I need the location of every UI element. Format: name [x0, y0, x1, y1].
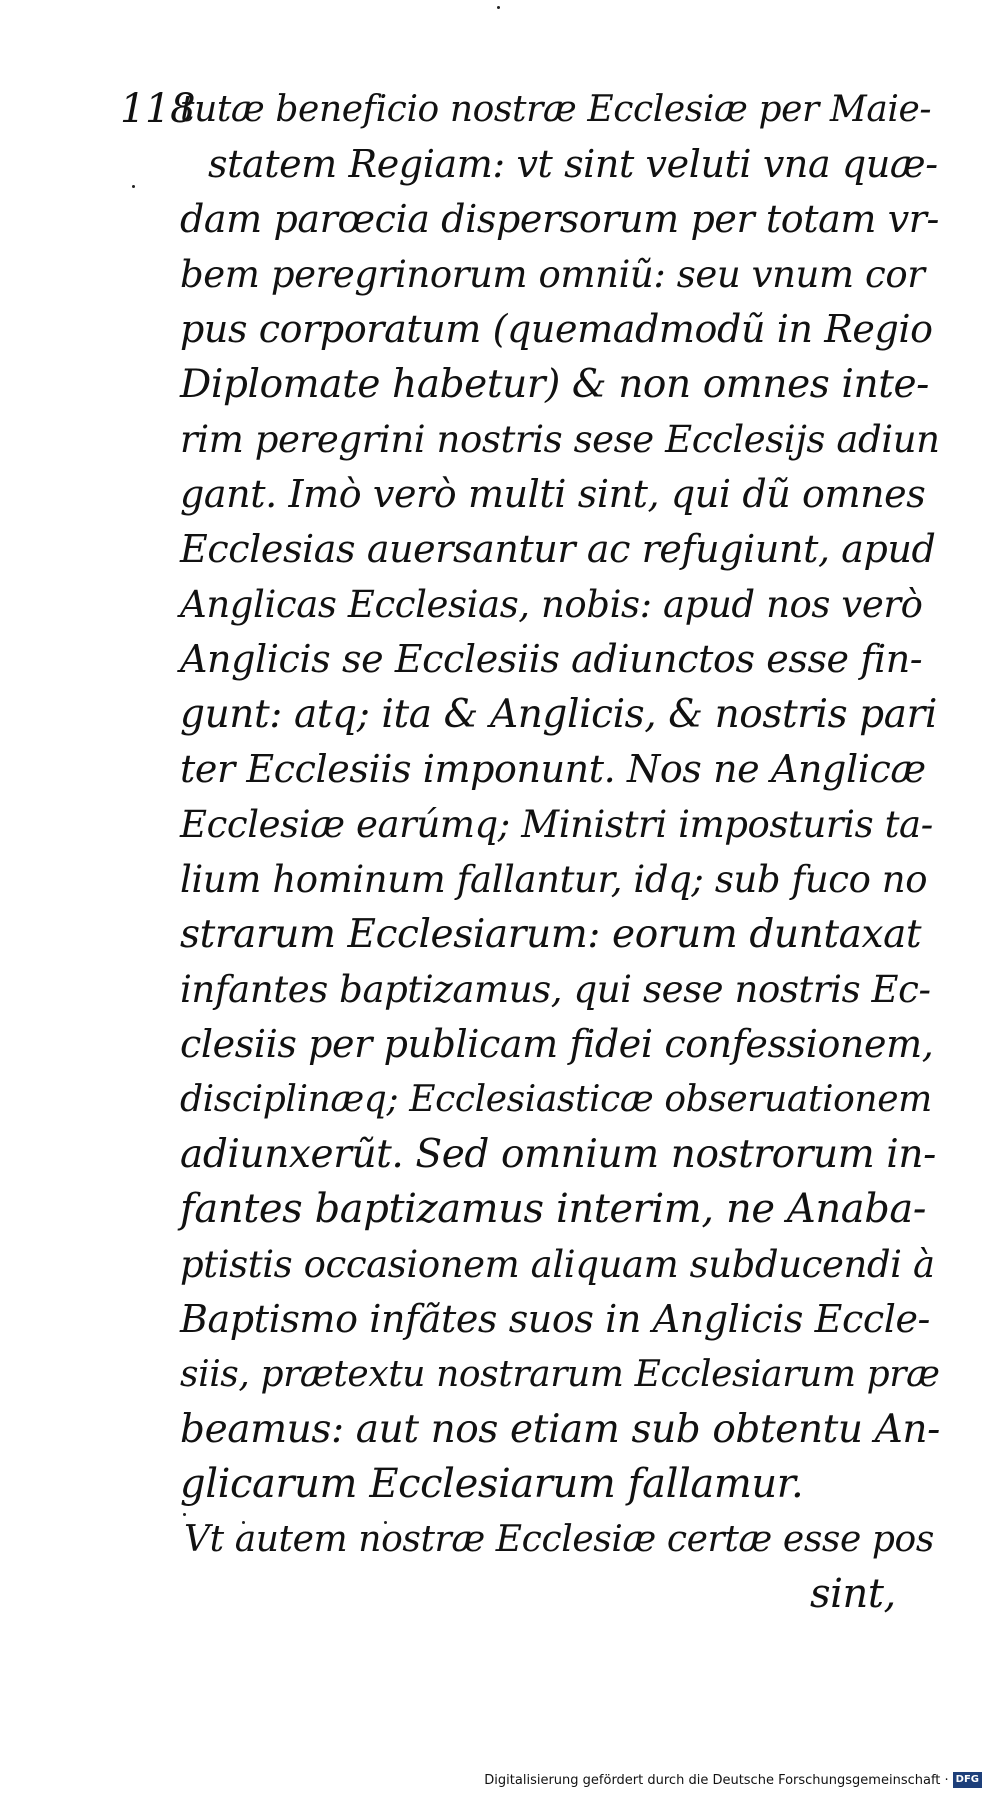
body-text — [120, 82, 940, 1622]
line-text: lium hominum fallantur, idq; sub fuco no — [180, 858, 928, 901]
line-text: gant. Imò verò multi sint, qui dũ omnes — [180, 472, 926, 516]
text-line — [120, 467, 940, 522]
line-text: ter Ecclesiis imponunt. Nos ne Anglicæ — [180, 747, 926, 791]
line-text: beamus: aut nos etiam sub obtentu An- — [180, 1407, 940, 1452]
credit-text: Digitalisierung gefördert durch die Deutsche Forschungsgemeinschaft · — [484, 1772, 949, 1788]
line-text: gunt: atq; ita & Anglicis, & nostris pari — [180, 692, 937, 737]
line-text: adiunxerũt. Sed omnium nostrorum in- — [180, 1132, 936, 1177]
line-text: Anglicas Ecclesias, nobis: apud nos verò — [180, 583, 923, 626]
text-line — [120, 1347, 940, 1402]
line-text: glicarum Ecclesiarum fallamur. — [180, 1461, 804, 1507]
text-line — [120, 522, 940, 577]
line-text: clesiis per publicam fidei confessionem, — [180, 1022, 934, 1066]
line-text: Ecclesias auersantur ac refugiunt, apud — [180, 527, 936, 571]
line-text: strarum Ecclesiarum: eorum duntaxat — [180, 912, 922, 957]
text-line — [120, 247, 940, 302]
text-line — [120, 797, 940, 852]
line-text: Ecclesiæ earúmq; Ministri imposturis ta- — [180, 803, 933, 846]
line-text: Anglicis se Ecclesiis adiunctos esse fin- — [180, 637, 923, 681]
text-line — [120, 1402, 940, 1457]
text-line — [120, 82, 940, 137]
text-line — [120, 852, 940, 907]
text-line — [120, 1567, 940, 1622]
text-line — [120, 412, 940, 467]
text-line — [120, 1512, 940, 1567]
text-line — [120, 742, 940, 797]
text-line — [120, 962, 940, 1017]
text-line — [120, 1072, 940, 1127]
line-text: pus corporatum (quemadmodũ in Regio — [180, 307, 933, 351]
digitization-credit — [484, 1772, 982, 1788]
text-line — [120, 687, 940, 742]
line-text: Vt autem nostræ Ecclesiæ certæ esse pos — [184, 1519, 934, 1560]
text-line — [120, 1237, 940, 1292]
line-text: Baptismo infãtes suos in Anglicis Eccle- — [180, 1297, 930, 1341]
line-text: bem peregrinorum omniũ: seu vnum cor — [180, 253, 925, 296]
catchword: sint, — [810, 1571, 896, 1617]
text-line — [120, 1017, 940, 1072]
line-text: dam parœcia dispersorum per totam vr- — [180, 197, 939, 241]
line-text: infantes baptizamus, qui sese nostris Ec- — [180, 968, 931, 1011]
text-line — [120, 137, 940, 192]
line-text: fantes baptizamus interim, ne Anaba- — [180, 1186, 926, 1232]
line-text: ptistis occasionem aliquam subducendi à — [180, 1243, 935, 1286]
print-speck — [497, 6, 500, 9]
line-text: rim peregrini nostris sese Ecclesijs adiun — [180, 418, 940, 461]
text-line — [120, 1182, 940, 1237]
line-text: tutæ beneficio nostræ Ecclesiæ per Maie- — [180, 89, 932, 130]
text-line — [120, 907, 940, 962]
text-line — [120, 577, 940, 632]
text-line — [120, 192, 940, 247]
text-line — [120, 1457, 940, 1512]
text-line — [120, 1292, 940, 1347]
line-text: Diplomate habetur) & non omnes inte- — [180, 362, 929, 407]
line-text: disciplinæq; Ecclesiasticæ obseruationem — [180, 1079, 932, 1120]
dfg-logo: DFG — [953, 1772, 982, 1788]
text-line — [120, 1127, 940, 1182]
line-text: siis, prætextu nostrarum Ecclesiarum præ — [180, 1354, 940, 1395]
page-number: 118 — [120, 86, 196, 132]
text-line — [120, 632, 940, 687]
line-text: statem Regiam: vt sint veluti vna quæ- — [208, 142, 938, 186]
text-line — [120, 302, 940, 357]
text-line — [120, 357, 940, 412]
